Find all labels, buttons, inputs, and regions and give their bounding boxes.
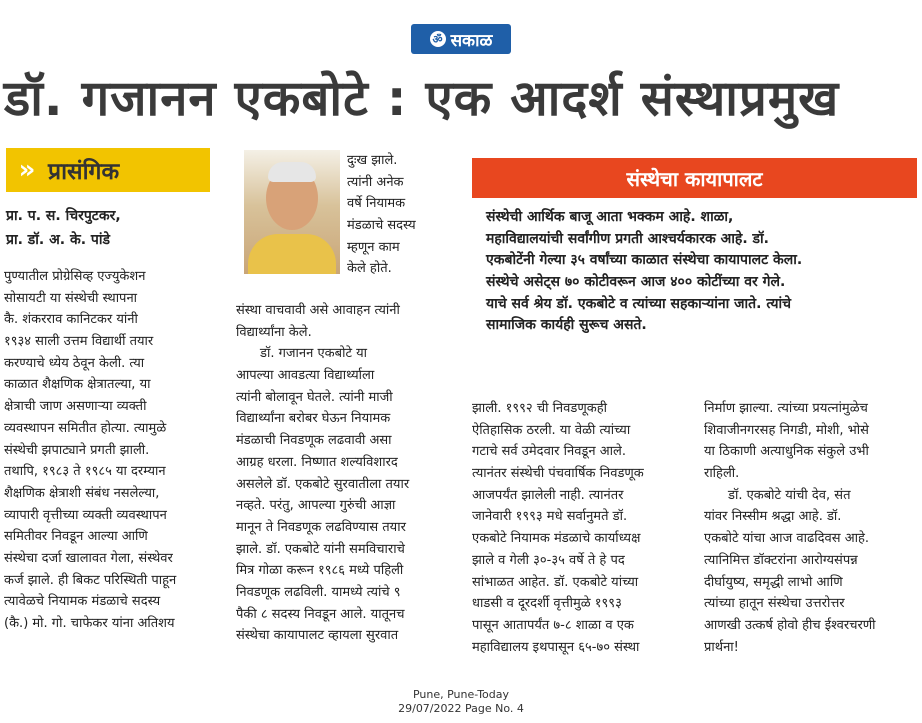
- article-column-1: [4, 266, 216, 635]
- text-line: संस्था वाचवावी असे आवाहन त्यांनी: [236, 303, 400, 318]
- source-credit: [0, 688, 922, 716]
- text-line: कै. शंकरराव कानिटकर यांनी: [4, 312, 138, 328]
- text-line: एकबोटे यांचा आज वाढदिवस आहे.: [704, 531, 870, 547]
- text-line: पासून आतापर्यंत ७-८ शाळा व एक: [472, 617, 634, 633]
- article-column-2: [236, 300, 448, 647]
- text-line: संस्थेचे असेट्स ७० कोटीवरून आज ४०० कोटींच्या वर गेले.: [486, 274, 786, 291]
- text-line: समितीवर निवडून आल्या आणि: [4, 529, 148, 545]
- text-line: याचे सर्व श्रेय डॉ. एकबोटे व त्यांच्या सहकाऱ्यांना जाते. त्यांचे: [486, 295, 792, 312]
- text-line: वर्षे नियामक: [347, 196, 406, 212]
- text-line: एकबोटे नियामक मंडळाचे कार्याध्यक्ष: [472, 531, 641, 547]
- text-line: करण्याचे ध्येय ठेवून केली. त्या: [4, 355, 145, 371]
- highlight-title: संस्थेचा कायापालट: [472, 158, 917, 198]
- text-line: शिवाजीनगरसह निगडी, मोशी, भोसे: [704, 422, 869, 438]
- text-line: आग्रह धरला. निष्णात शल्यविशारद: [236, 454, 398, 470]
- headline: डॉ. गजानन एकबोटे : एक आदर्श संस्थाप्रमुख: [4, 70, 840, 127]
- author-2: प्रा. डॉ. अ. के. पांडे: [6, 232, 110, 248]
- text-line: संस्थेचा दर्जा खालावत गेला, संस्थेवर: [4, 550, 173, 566]
- text-line: झाली. १९९२ ची निवडणूकही: [472, 401, 607, 416]
- text-line: त्यांनी अनेक: [347, 174, 404, 190]
- text-line: धाडसी व दूरदर्शी वृत्तीमुळे १९९३: [472, 596, 622, 612]
- sakal-emblem-icon: ॐ: [430, 31, 446, 47]
- portrait-photo: [244, 150, 340, 274]
- highlight-box: [486, 206, 916, 336]
- text-line: डॉ. एकबोटे यांची देव, संत: [728, 487, 851, 503]
- text-line: त्यानंतर संस्थेची पंचवार्षिक निवडणूक: [472, 466, 644, 482]
- author-byline: [6, 204, 226, 252]
- column-label: प्रासंगिक: [48, 159, 120, 185]
- text-line: आजपर्यंत झालेली नाही. त्यानंतर: [472, 487, 624, 503]
- text-line: गटाचे सर्व उमेदवार निवडून आले.: [472, 444, 626, 460]
- text-line: नव्हते. परंतु, आपल्या गुरुंची आज्ञा: [236, 498, 396, 514]
- text-line: झाले. डॉ. एकबोटे यांनी समविचाराचे: [236, 541, 405, 557]
- text-line: विद्यार्थ्यांना केले.: [236, 324, 312, 340]
- text-line: त्यावेळचे नियामक मंडळाचे सदस्य: [4, 594, 161, 610]
- text-line: डॉ. गजानन एकबोटे या: [260, 346, 368, 362]
- text-line: शैक्षणिक क्षेत्राशी संबंध नसलेल्या,: [4, 485, 160, 501]
- text-line: मानून ते निवडणूक लढविण्यास तयार: [236, 519, 406, 535]
- source-date-page: 29/07/2022 Page No. 4: [398, 702, 524, 715]
- sakal-logo: [411, 24, 511, 54]
- article-column-4: [704, 398, 918, 658]
- text-line: यांवर निस्सीम श्रद्धा आहे. डॉ.: [704, 509, 842, 525]
- text-line: राहिली.: [704, 466, 740, 482]
- text-line: १९३४ साली उत्तम विद्यार्थी तयार: [4, 334, 154, 350]
- text-line: झाले व गेली ३०-३५ वर्षे ते हे पद: [472, 552, 625, 568]
- text-line: संस्थेची आर्थिक बाजू आता भक्कम आहे. शाळा,: [486, 209, 734, 225]
- text-line: व्यवस्थापन समितीत होत्या. त्यामुळे: [4, 420, 167, 436]
- text-line: व्यापारी वृत्तीच्या व्यक्ती व्यवस्थापन: [4, 507, 167, 523]
- text-line: असलेले डॉ. एकबोटे सुरवातीला तयार: [236, 476, 410, 492]
- text-line: आपल्या आवडत्या विद्यार्थ्याला: [236, 368, 375, 384]
- text-line: आणखी उत्कर्ष होवो हीच ईश्वरचरणी: [704, 617, 876, 633]
- text-line: सामाजिक कार्यही सुरूच असते.: [486, 317, 647, 334]
- source-location: Pune, Pune-Today: [412, 688, 510, 701]
- text-line: संस्थेचा कायापालट व्हायला सुरवात: [236, 628, 399, 644]
- double-chevron-icon: »: [18, 155, 36, 185]
- text-line: पैकी ८ सदस्य निवडून आले. यातूनच: [236, 606, 405, 622]
- article-column-3: [472, 398, 692, 658]
- text-line: मंडळाचे सदस्य: [347, 218, 416, 234]
- text-line: पुण्यातील प्रोग्रेसिव्ह एज्युकेशन: [4, 269, 146, 284]
- text-line: त्यांच्या हातून संस्थेचा उत्तरोत्तर: [704, 596, 845, 612]
- text-line: तथापि, १९८३ ते १९८५ या दरम्यान: [4, 464, 166, 480]
- text-line: काळात शैक्षणिक क्षेत्रातल्या, या: [4, 377, 151, 393]
- text-line: ऐतिहासिक ठरली. या वेळी त्यांच्या: [472, 422, 631, 438]
- text-line: मित्र गोळा करून १९८६ मध्ये पहिली: [236, 563, 404, 579]
- text-line: सांभाळत आहेत. डॉ. एकबोटे यांच्या: [472, 574, 639, 590]
- text-line: निवडणूक लढविली. यामध्ये त्यांचे ९: [236, 584, 401, 600]
- text-line: दीर्घायुष्य, समृद्धी लाभो आणि: [704, 574, 843, 590]
- text-line: (कै.) मो. गो. चाफेकर यांना अतिशय: [4, 616, 175, 631]
- text-line: क्षेत्राची जाण असणाऱ्या व्यक्ती: [4, 399, 147, 415]
- text-line: महाविद्यालयांची सर्वांगीण प्रगती आश्चर्यकारक आहे. डॉ.: [486, 230, 769, 247]
- author-1: प्रा. प. स. चिरपुटकर,: [6, 208, 121, 224]
- article-column-2-top: [347, 150, 443, 280]
- column-label-banner: [6, 148, 210, 192]
- text-line: त्यांनी बोलावून घेतले. त्यांनी माजी: [236, 389, 393, 405]
- text-line: एकबोटेंनी गेल्या ३५ वर्षांच्या काळात संस्थेचा कायापालट केला.: [486, 252, 803, 269]
- text-line: महाविद्यालय इथपासून ६५-७० संस्था: [472, 639, 640, 655]
- text-line: केले होते.: [347, 261, 392, 277]
- text-line: संस्थेची झपाट्याने प्रगती झाली.: [4, 442, 150, 458]
- text-line: प्रार्थना!: [704, 639, 739, 655]
- text-line: दुःख झाले.: [347, 153, 398, 168]
- text-line: सोसायटी या संस्थेची स्थापना: [4, 290, 138, 306]
- text-line: मंडळाची निवडणूक लढवावी असा: [236, 433, 392, 449]
- text-line: निर्माण झाल्या. त्यांच्या प्रयत्नांमुळेच: [704, 401, 868, 416]
- text-line: विद्यार्थ्यांना बरोबर घेऊन नियामक: [236, 411, 391, 427]
- text-line: म्हणून काम: [347, 239, 400, 255]
- text-line: कर्ज झाले. ही बिकट परिस्थिती पाहून: [4, 572, 177, 588]
- logo-text: सकाळ: [450, 30, 493, 51]
- text-line: जानेवारी १९९३ मधे सर्वानुमते डॉ.: [472, 509, 628, 525]
- text-line: या ठिकाणी अत्याधुनिक संकुले उभी: [704, 444, 869, 460]
- text-line: त्यानिमित्त डॉक्टरांना आरोग्यसंपन्न: [704, 552, 858, 568]
